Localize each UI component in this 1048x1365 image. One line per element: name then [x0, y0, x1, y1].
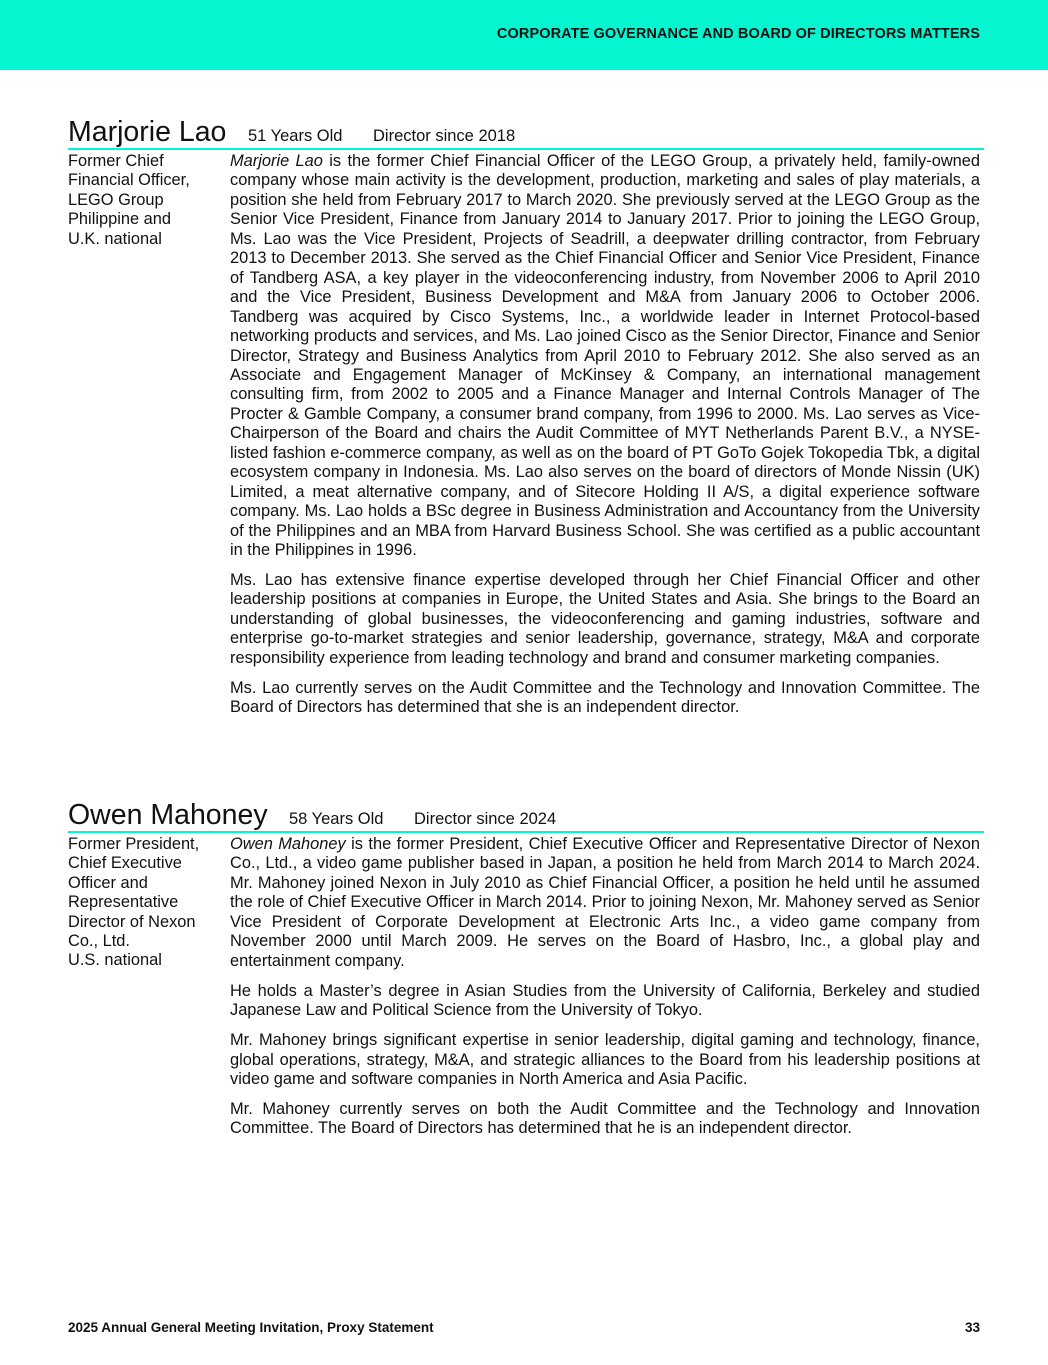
- director-biography: [230, 835, 980, 1149]
- bio-paragraph: Mr. Mahoney brings significant expertise in senior leadership, digital gaming and technology, finance, global operations, strategy, M&A, and strategic alliances to the Board from his leadership positions at video game and software companies in North America and Asia Pacific.: [230, 1031, 980, 1088]
- bio-paragraph: He holds a Master’s degree in Asian Studies from the University of California, Berkeley and studied Japanese Law and Political Science from the University of Tokyo.: [230, 981, 980, 1020]
- director-age: 51 Years Old: [248, 127, 343, 145]
- director-since: Director since 2018: [373, 127, 516, 145]
- director-biography: [230, 152, 980, 728]
- header-band: [0, 0, 1048, 70]
- bio-name: Marjorie Lao: [230, 152, 323, 170]
- bio-paragraph: Ms. Lao has extensive finance expertise developed through her Chief Financial Officer and other leadership positions at companies in Europe, the United States and Asia. She brings to the Board an understanding of global businesses, the videoconferencing and gaming industries, software and enterprise go-to-market strategies and senior leadership, governance, strategy, M&A and corporate responsibility experience from leading technology and brand and consumer marketing companies.: [230, 571, 980, 667]
- bio-paragraph: Ms. Lao currently serves on the Audit Committee and the Technology and Innovation Committee. The Board of Directors has determined that she is an independent director.: [230, 678, 980, 717]
- role-line: Former Chief: [68, 152, 164, 170]
- bio-name: Owen Mahoney: [230, 835, 346, 853]
- role-line: Representative: [68, 893, 179, 912]
- role-line: LEGO Group: [68, 190, 164, 209]
- role-line: Co., Ltd.: [68, 932, 130, 951]
- bio-text: is the former Chief Financial Officer of the LEGO Group, a privately held, family-owned company whose main activity is the development, production, marketing and sales of play materials, a position she held from February 2017 to March 2020. She previously served at the LEGO Group as the Senior Vice President, Finance from January 2014 to January 2017. Prior to joining the LEGO Group, Ms. Lao was the Vice President, Projects of Seadrill, a deepwater drilling contractor, from February 2013 to December 2013. She served as the Chief Financial Officer and Senior Vice President, Finance of Tandberg ASA, a key player in the videoconferencing industry, from November 2006 to April 2010 and the Vice President, Business Development and M&A from January 2006 to October 2006. Tandberg was acquired by Cisco Systems, Inc., a worldwide leader in Internet Protocol-based networking products and services, and Ms. Lao joined Cisco as the Senior Director, Finance and Senior Director, Strategy and Business Analytics from April 2010 to February 2012. She also served as an Associate and Engagement Manager of McKinsey & Company, an international management consulting firm, from 2002 to 2005 and a Finance Manager and Internal Controls Manager of The Procter & Gamble Company, a consumer brand company, from 1996 to 2000. Ms. Lao serves as Vice-Chairperson of the Board and chairs the Audit Committee of MYT Netherlands Parent B.V., a NYSE-listed fashion e-commerce company, as well as on the board of PT GoTo Gojek Tokopedia Tbk, a digital ecosystem company in Indonesia. Ms. Lao also serves on the board of directors of Monde Nissin (UK) Limited, a meat alternative company, and of Sitecore Holding II A/S, a digital experience software company. Ms. Lao holds a BSc degree in Business Administration and Accountancy from the University of the Philippines and an MBA from Harvard Business School. She was certified as a public accountant in the Philippines in 1996.: [230, 152, 980, 560]
- director-age: 58 Years Old: [289, 810, 384, 828]
- bio-paragraph: [230, 835, 980, 971]
- footer-document-title: 2025 Annual General Meeting Invitation, Proxy Statement: [68, 1320, 434, 1335]
- role-line: Financial Officer,: [68, 171, 190, 190]
- role-line: Former President,: [68, 835, 200, 853]
- bio-paragraph: [230, 152, 980, 561]
- director-role-summary: [68, 152, 218, 249]
- director-role-summary: [68, 835, 218, 971]
- director-name: Marjorie Lao: [68, 116, 227, 148]
- role-line: Director of Nexon: [68, 912, 196, 931]
- bio-paragraph: Mr. Mahoney currently serves on both the Audit Committee and the Technology and Innovation Committee. The Board of Directors has determined that he is an independent director.: [230, 1099, 980, 1138]
- page-number: 33: [964, 1320, 980, 1335]
- director-header: [68, 797, 984, 833]
- director-header: [68, 114, 984, 150]
- role-line: Officer and: [68, 873, 148, 892]
- role-line: U.K. national: [68, 229, 162, 248]
- role-line: Chief Executive: [68, 854, 182, 873]
- director-since: Director since 2024: [414, 810, 557, 828]
- role-line: Philippine and: [68, 210, 171, 229]
- section-title: CORPORATE GOVERNANCE AND BOARD OF DIRECTORS MATTERS: [496, 26, 980, 42]
- bio-text: is the former President, Chief Executive Officer and Representative Director of Nexon Co., Ltd., a video game publisher based in Japan, a position he held from March 2014 to March 2024. Mr. Mahoney joined Nexon in July 2010 as Chief Financial Officer, a position he held until he assumed the role of Chief Executive Officer in March 2014. Prior to joining Nexon, Mr. Mahoney served as Senior Vice President of Corporate Development at Electronic Arts Inc., a video game company from November 2000 until March 2009. He serves on the Board of Hasbro, Inc., a global play and entertainment company.: [230, 835, 980, 970]
- director-name: Owen Mahoney: [68, 799, 268, 831]
- role-line: U.S. national: [68, 951, 162, 970]
